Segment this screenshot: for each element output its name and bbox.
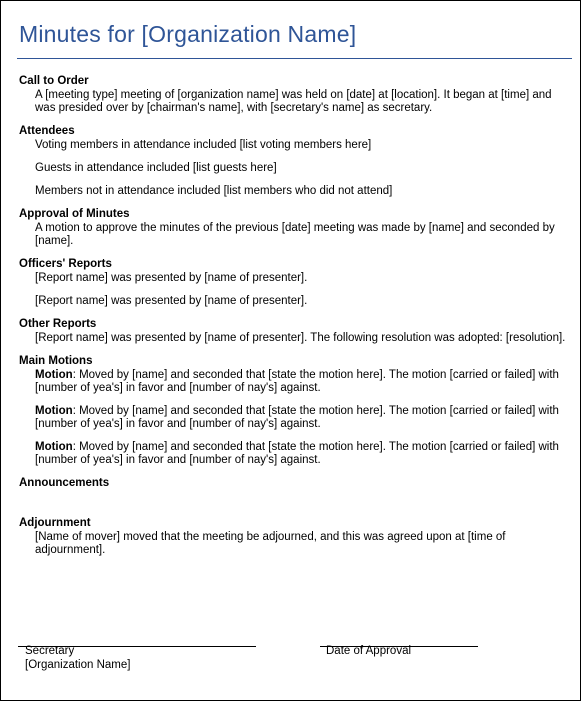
motion-label: Motion [35,369,73,381]
motion-item [35,405,571,431]
section-heading: Adjournment [19,517,91,529]
motion-item [35,369,571,395]
attendees-voting-text: Voting members in attendance included [list voting members here] [35,139,372,151]
motion-text: : Moved by [name] and seconded that [state the motion here]. The motion [carried or failed] with [number of yea's] in favor and [number of nay's] against. [35,405,559,430]
section-heading: Approval of Minutes [19,208,130,220]
section-heading: Officers' Reports [19,258,112,270]
attendees-absent-text: Members not in attendance included [list members who did not attend] [35,185,393,197]
other-reports-text: [Report name] was presented by [name of presenter]. The following resolution was adopted: [resolution]. [35,332,566,344]
motion-text: : Moved by [name] and seconded that [state the motion here]. The motion [carried or failed] with [number of yea's] in favor and [number of nay's] against. [35,441,559,466]
motion-label: Motion [35,441,73,453]
section-heading: Announcements [19,477,110,489]
minutes-body [19,75,571,567]
motion-label: Motion [35,405,73,417]
section-approval-of-minutes [19,208,571,248]
date-of-approval-label: Date of Approval [326,645,412,657]
section-attendees [19,125,571,198]
section-officers-reports [19,258,571,308]
section-heading: Other Reports [19,318,97,330]
section-heading: Main Motions [19,355,93,367]
section-adjournment [19,517,571,557]
section-main-motions [19,355,571,467]
officers-report-text: [Report name] was presented by [name of presenter]. [35,272,308,284]
adjournment-text: [Name of mover] moved that the meeting be adjourned, and this was agreed upon at [time of adjournment]. [35,531,506,556]
motion-item [35,441,571,467]
section-other-reports [19,318,571,345]
section-heading: Call to Order [19,75,89,87]
officers-report-text: [Report name] was presented by [name of presenter]. [35,295,308,307]
call-to-order-text: A [meeting type] meeting of [organization name] was held on [date] at [location]. It began at [time] and was presided over by [chairman's name], with [secretary's name] as secretary. [35,89,552,114]
approval-text: A motion to approve the minutes of the previous [date] meeting was made by [name] and seconded by [name]. [35,222,555,247]
section-heading: Attendees [19,125,75,137]
document-title: Minutes for [Organization Name] [19,21,357,47]
secretary-label: Secretary [25,645,75,657]
title-underline [17,58,572,59]
section-announcements [19,477,571,490]
attendees-guests-text: Guests in attendance included [list guests here] [35,162,277,174]
section-call-to-order [19,75,571,115]
organization-label: [Organization Name] [25,659,131,671]
motion-text: : Moved by [name] and seconded that [state the motion here]. The motion [carried or failed] with [number of yea's] in favor and [number of nay's] against. [35,369,559,394]
